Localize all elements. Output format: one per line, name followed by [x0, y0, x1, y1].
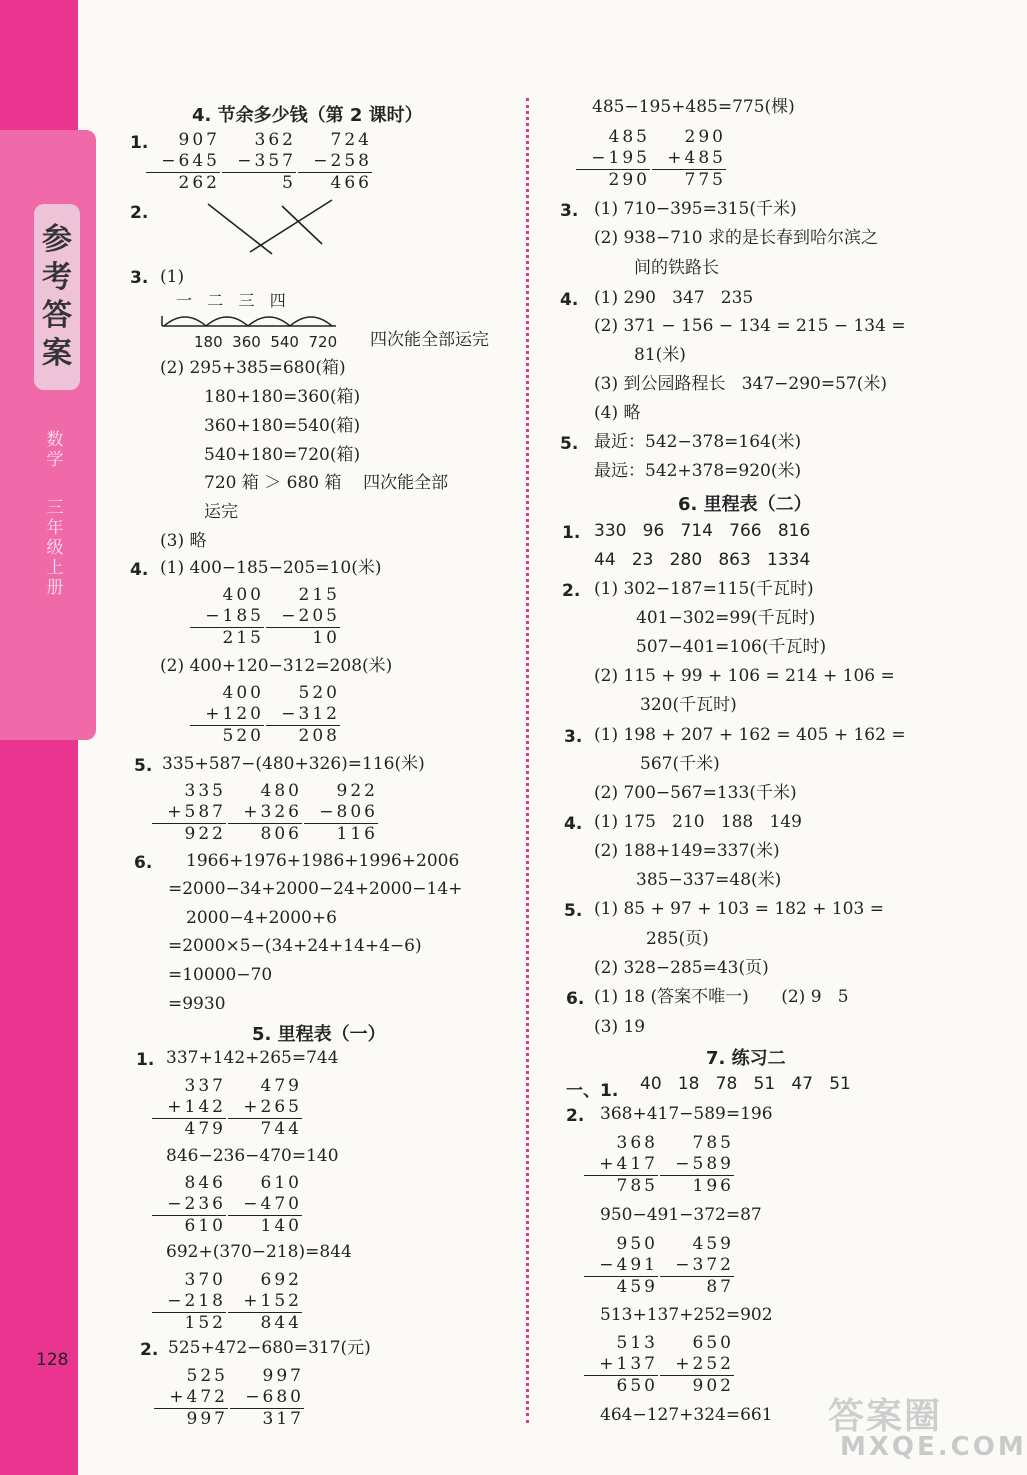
vertical-calc: 520 −312 208 — [266, 683, 340, 747]
question-number: 4. — [130, 560, 149, 580]
grade-char: 册 — [46, 578, 64, 598]
answer-line: (3) 到公园路程长 347−290=57(米) — [594, 374, 887, 394]
answer-line: 285(页) — [646, 929, 709, 949]
question-number: 5. — [134, 756, 153, 776]
answer-line: 720 箱 ＞ 680 箱 四次能全部 — [204, 473, 449, 493]
answer-line: 44 23 280 863 1334 — [594, 550, 811, 570]
watermark-logo: 答案圈 — [828, 1396, 943, 1437]
vertical-calc: 335 +587 922 — [152, 781, 226, 845]
answer-line: (3) 19 — [594, 1017, 646, 1037]
label-char: 案 — [42, 336, 72, 371]
question-number: 3. — [564, 727, 583, 747]
answer-line: 513+137+252=902 — [600, 1305, 773, 1325]
answer-line: =2000×5−(34+24+14+4−6) — [168, 936, 422, 956]
answer-line: 2000−4+2000+6 — [186, 908, 337, 928]
number-line-labels: 一 二 三 四 — [176, 291, 286, 310]
answer-line: 540+180=720(箱) — [204, 445, 361, 465]
answer-line: 运完 — [204, 502, 238, 522]
grade-char: 上 — [46, 558, 64, 578]
answer-line: 401−302=99(千瓦时) — [636, 608, 816, 628]
vertical-calc: 362 −357 5 — [222, 130, 296, 194]
answer-line: 330 96 714 766 816 — [594, 521, 811, 541]
answer-line: (1) 400−185−205=10(米) — [160, 558, 382, 578]
answer-note: 四次能全部运完 — [370, 330, 489, 350]
question-number: 1. — [562, 523, 581, 543]
answer-line: (1) 290 347 235 — [594, 288, 754, 308]
grade-char: 三 — [46, 498, 64, 518]
question-number: 2. — [562, 581, 581, 601]
answer-line: 360+180=540(箱) — [204, 416, 361, 436]
vertical-calc: 337 +142 479 — [152, 1076, 226, 1140]
answer-line: 950−491−372=87 — [600, 1205, 762, 1225]
answer-line: (1) 18 (答案不唯一) (2) 9 5 — [594, 987, 849, 1007]
question-number: 6. — [566, 989, 585, 1009]
answer-line: 464−127+324=661 — [600, 1405, 773, 1425]
answer-line: (1) 710−395=315(千米) — [594, 199, 797, 219]
question-number: 5. — [560, 434, 579, 454]
part-label: (1) — [160, 267, 185, 287]
matching-lines — [200, 196, 340, 262]
answer-line: 320(千瓦时) — [640, 695, 737, 715]
answer-line: (1) 85 + 97 + 103 = 182 + 103 = — [594, 899, 884, 919]
grade-char: 学 — [46, 450, 64, 470]
number-line-values: 180 360 540 720 — [194, 333, 338, 351]
question-number: 1. — [136, 1050, 155, 1070]
grade-label — [40, 430, 70, 598]
question-number: 5. — [564, 901, 583, 921]
answer-line: 692+(370−218)=844 — [166, 1242, 352, 1262]
question-number: 4. — [560, 290, 579, 310]
vertical-calc: 724 −258 466 — [298, 130, 372, 194]
section-title: 7. 练习二 — [706, 1048, 786, 1069]
answer-line: 最远：542+378=920(米) — [594, 461, 802, 481]
answer-line: =9930 — [168, 994, 226, 1014]
answer-line: (2) 188+149=337(米) — [594, 841, 780, 861]
vertical-calc: 290 +485 775 — [652, 127, 726, 191]
page-number: 128 — [36, 1350, 69, 1370]
answer-line: 间的铁路长 — [634, 258, 719, 278]
answer-line: (2) 938−710 求的是长春到哈尔滨之 — [594, 228, 879, 248]
question-number: 3. — [130, 268, 149, 288]
section-title: 6. 里程表（二） — [678, 494, 812, 515]
answer-line: 567(千米) — [640, 754, 720, 774]
answer-line: 180+180=360(箱) — [204, 387, 361, 407]
answer-line: (2) 400+120−312=208(米) — [160, 656, 393, 676]
answer-line: 337+142+265=744 — [166, 1048, 339, 1068]
vertical-calc: 525 +472 997 — [154, 1366, 228, 1430]
section-title: 5. 里程表（一） — [252, 1024, 386, 1045]
answer-line: 335+587−(480+326)=116(米) — [162, 754, 425, 774]
question-number: 2. — [140, 1340, 159, 1360]
vertical-calc: 846 −236 610 — [152, 1173, 226, 1237]
vertical-calc: 485 −195 290 — [576, 127, 650, 191]
vertical-calc: 400 −185 215 — [190, 585, 264, 649]
answer-line: (1) 302−187=115(千瓦时) — [594, 579, 814, 599]
watermark-url: MXQE.COM — [840, 1432, 1027, 1462]
answer-line: (1) 175 210 188 149 — [594, 812, 802, 832]
section-title: 4. 节余多少钱（第 2 课时） — [192, 105, 423, 126]
label-char: 考 — [42, 260, 72, 295]
question-number: 2. — [130, 203, 149, 223]
answer-line: 1966+1976+1986+1996+2006 — [186, 851, 460, 871]
answer-line: (2) 700−567=133(千米) — [594, 783, 797, 803]
grade-char: 级 — [46, 538, 64, 558]
answer-line: 525+472−680=317(元) — [168, 1338, 371, 1358]
question-number: 3. — [560, 201, 579, 221]
vertical-calc: 459 −372 87 — [660, 1234, 734, 1298]
vertical-calc: 922 −806 116 — [304, 781, 378, 845]
answer-line: =2000−34+2000−24+2000−14+ — [168, 879, 463, 899]
number-line — [160, 306, 340, 330]
vertical-calc: 692 +152 844 — [228, 1270, 302, 1334]
answer-line: 507−401=106(千瓦时) — [636, 637, 827, 657]
vertical-calc: 370 −218 152 — [152, 1270, 226, 1334]
question-number: 一、1. — [566, 1081, 619, 1101]
vertical-calc: 785 −589 196 — [660, 1133, 734, 1197]
vertical-calc: 650 +252 902 — [660, 1333, 734, 1397]
vertical-calc: 368 +417 785 — [584, 1133, 658, 1197]
answer-line: 485−195+485=775(棵) — [592, 97, 795, 117]
answer-line: 81(米) — [634, 345, 686, 365]
answer-line: 846−236−470=140 — [166, 1146, 339, 1166]
vertical-calc: 950 −491 459 — [584, 1234, 658, 1298]
answer-line: 368+417−589=196 — [600, 1104, 773, 1124]
grade-char: 年 — [46, 518, 64, 538]
vertical-calc: 479 +265 744 — [228, 1076, 302, 1140]
question-number: 4. — [564, 814, 583, 834]
vertical-calc: 610 −470 140 — [228, 1173, 302, 1237]
vertical-calc: 997 −680 317 — [230, 1366, 304, 1430]
answer-line: (2) 371 − 156 − 134 = 215 − 134 = — [594, 316, 906, 336]
grade-char: 数 — [46, 430, 64, 450]
vertical-calc: 480 +326 806 — [228, 781, 302, 845]
vertical-calc: 400 +120 520 — [190, 683, 264, 747]
answer-line: 40 18 78 51 47 51 — [640, 1074, 851, 1094]
question-number: 2. — [566, 1106, 585, 1126]
vertical-calc: 513 +137 650 — [584, 1333, 658, 1397]
vertical-calc: 215 −205 10 — [266, 585, 340, 649]
question-number: 6. — [134, 853, 153, 873]
label-char: 参 — [42, 222, 72, 257]
answers-label — [34, 204, 80, 390]
answer-line: (2) 115 + 99 + 106 = 214 + 106 = — [594, 666, 895, 686]
answer-line: (2) 295+385=680(箱) — [160, 358, 346, 378]
answer-line: =10000−70 — [168, 965, 273, 985]
question-number: 1. — [130, 133, 149, 153]
answer-line: (2) 328−285=43(页) — [594, 958, 769, 978]
vertical-calc: 907 −645 262 — [146, 130, 220, 194]
label-char: 答 — [42, 298, 72, 333]
answer-line: (1) 198 + 207 + 162 = 405 + 162 = — [594, 725, 906, 745]
column-divider — [526, 98, 529, 1423]
answer-line: 385−337=48(米) — [636, 870, 782, 890]
answer-line: (3) 略 — [160, 531, 207, 551]
answer-line: (4) 略 — [594, 403, 641, 423]
answer-line: 最近：542−378=164(米) — [594, 432, 802, 452]
